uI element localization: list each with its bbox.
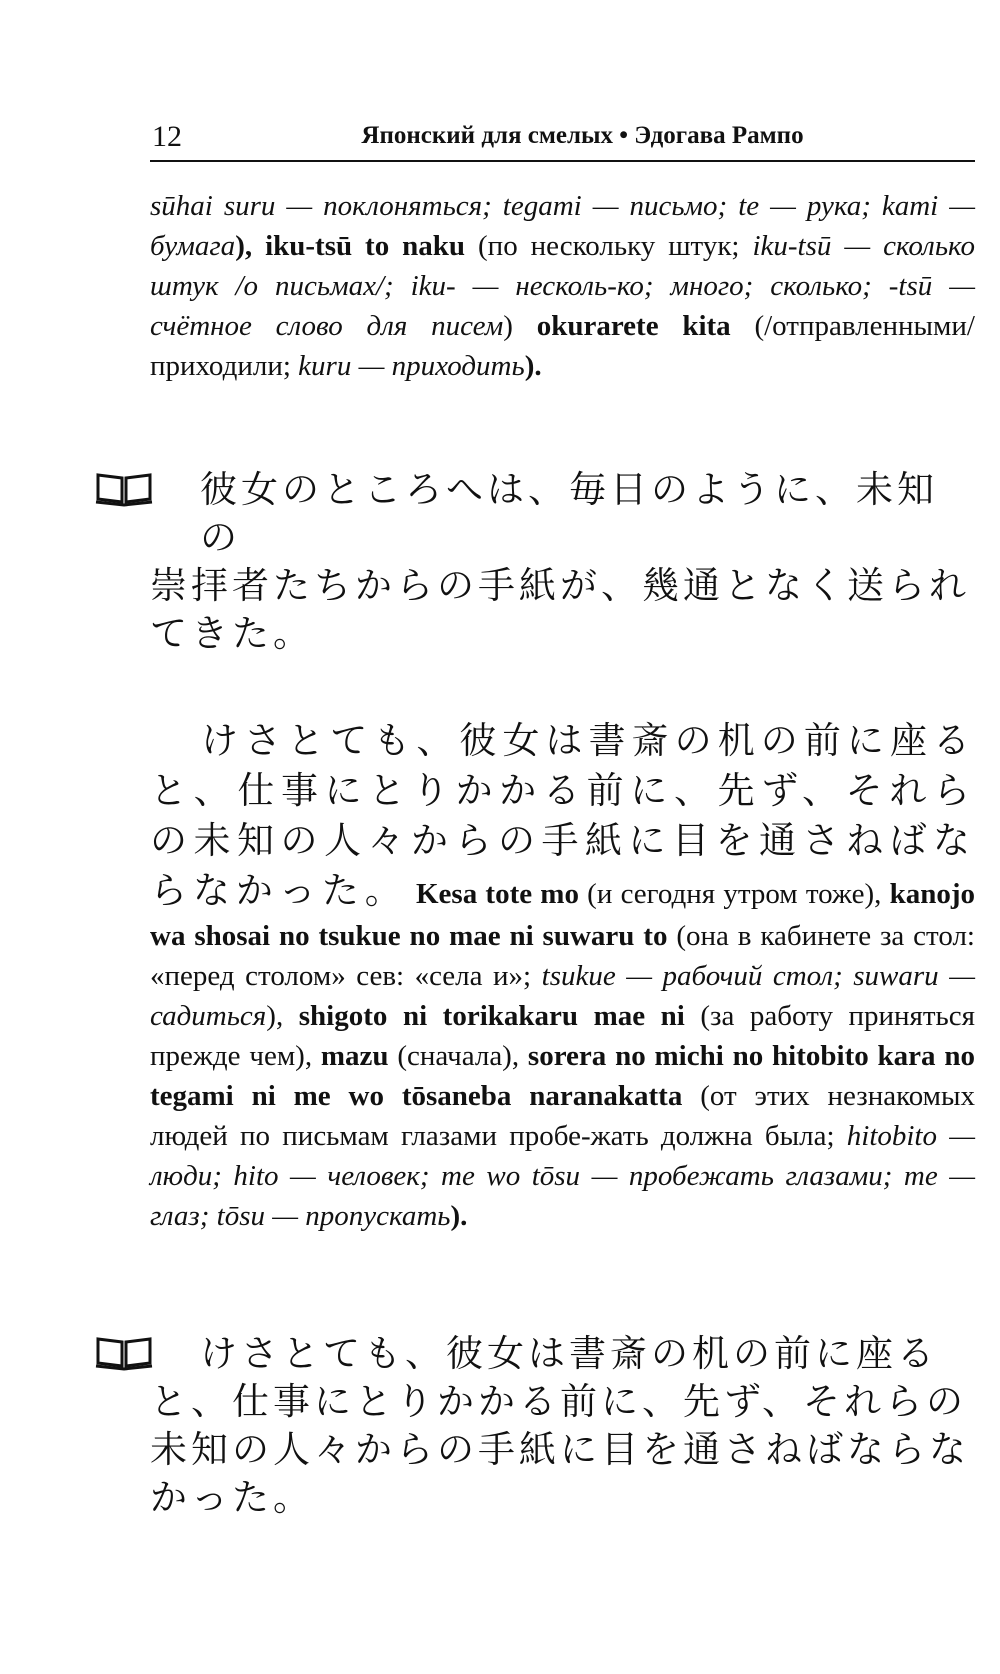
running-header <box>150 108 975 162</box>
gloss-block-1 <box>150 186 975 386</box>
open-book-icon <box>95 1336 153 1372</box>
gloss-text: ). <box>450 1200 468 1232</box>
gloss-text: tsukue — рабочий стол; suwaru — садиться <box>150 960 975 1032</box>
excerpt-line: 崇拝者たちからの手紙が、幾通となく送られ <box>150 564 970 607</box>
gloss-text: hitobito — люди; hito — человек; me wo tōsu — пробежать глазами; me — глаз; tōsu — пропускать <box>150 1120 976 1232</box>
gloss-term: Kesa tote mo <box>415 878 579 910</box>
gloss-text: ). <box>524 350 542 382</box>
gloss-term: kanojo wa shosai no tsukue no mae ni suwaru to <box>150 878 975 952</box>
excerpt-line: てきた。 <box>150 612 314 655</box>
japanese-excerpt-2 <box>95 1330 975 1522</box>
japanese-excerpt-1 <box>95 466 975 658</box>
gloss-text: (по нескольку штук; <box>465 230 753 262</box>
gloss-text: ), <box>266 1000 299 1032</box>
gloss-text: sūhai suru — поклоняться; tegami — письмо; te — рука; kami — бумага <box>150 190 975 262</box>
gloss-term: sorera no michi no hitobito kara no tegami ni me wo tōsaneba naranakatta <box>150 1040 975 1112</box>
gloss-text: (за работу приняться прежде чем), <box>150 1000 975 1072</box>
gloss-text: ) <box>503 310 537 342</box>
gloss-term: iku-tsū to naku <box>265 230 466 262</box>
gloss-text: (она в кабинете за стол: «перед столом» сев: «села и»; <box>150 920 975 992</box>
open-book-icon <box>95 472 153 508</box>
excerpt-line: 未知の人々からの手紙に目を通さねばならな <box>150 1428 970 1471</box>
gloss-term: mazu <box>320 1040 389 1072</box>
gloss-text: (от этих незнакомых людей по письмам глазами пробе-жать должна была; <box>150 1080 975 1152</box>
gloss-text: (и сегодня утром тоже), <box>578 878 890 910</box>
excerpt-line: かった。 <box>150 1476 314 1519</box>
gloss-block-2 <box>150 716 975 1236</box>
gloss-text: kuru — приходить <box>298 350 525 382</box>
gloss-term: okurarete kita <box>536 310 731 342</box>
gloss-text: (сначала), <box>388 1040 528 1072</box>
excerpt-line: 彼女のところへは、毎日のように、未知の <box>200 468 938 559</box>
paragraph-japanese-text: けさとても、彼女は書斎の机の前に座ると、仕事にとりかかる前に、先ず、それらの未知の人々からの手紙に目を通さねばならなかった。 <box>150 719 975 912</box>
excerpt-line: けさとても、彼女は書斎の机の前に座る <box>200 1332 938 1375</box>
running-title: Японский для смелых • Эдогава Рампо <box>361 122 804 149</box>
excerpt-line: と、仕事にとりかかる前に、先ず、それらの <box>150 1380 968 1423</box>
page-number: 12 <box>152 120 182 153</box>
gloss-text: ), <box>235 230 266 262</box>
gloss-term: shigoto ni torikakaru mae ni <box>298 1000 685 1032</box>
gloss-text: iku-tsū — сколько штук /о письмах/; iku- — несколь-ко; много; сколько; -tsū — счётное слово для писем <box>150 230 975 342</box>
gloss-text: (/отправленными/ приходили; <box>150 310 975 382</box>
